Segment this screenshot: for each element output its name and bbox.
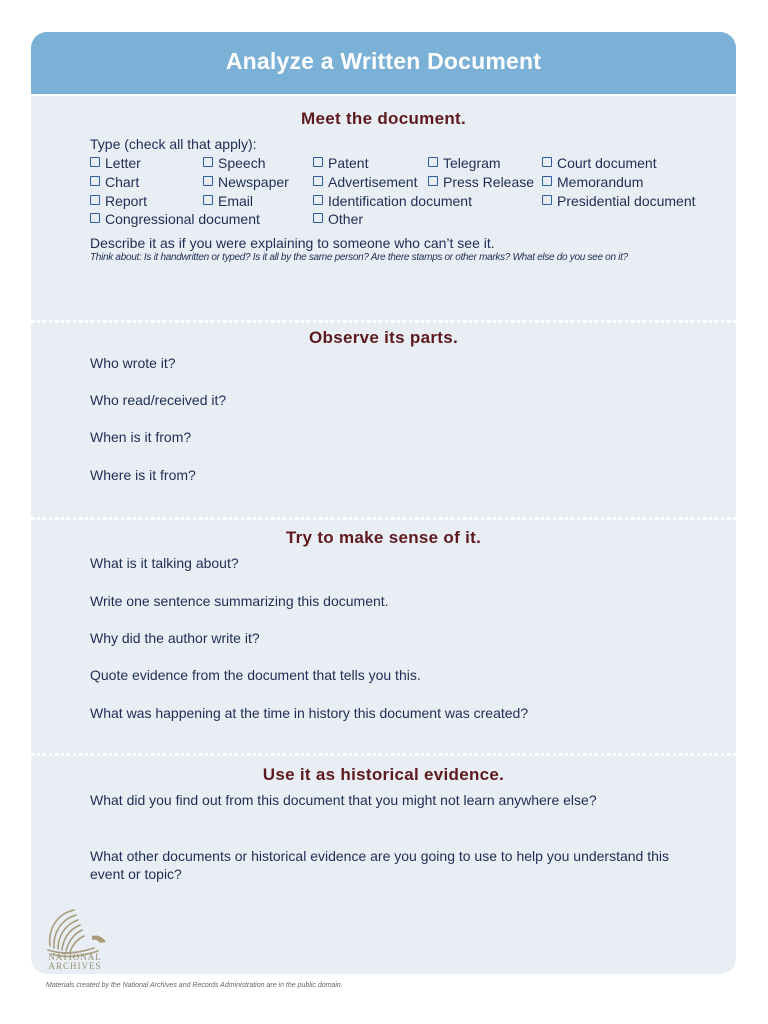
option-label: Patent <box>328 155 369 171</box>
option-telegram[interactable] <box>428 154 501 172</box>
logo-text-archives: ARCHIVES <box>48 961 102 971</box>
option-memorandum[interactable] <box>542 173 643 191</box>
question-historical-context: What was happening at the time in history this document was created? <box>90 705 529 721</box>
option-identification-document[interactable] <box>313 192 472 210</box>
option-congressional-document[interactable] <box>90 210 260 228</box>
section-title-sense: Try to make sense of it. <box>285 528 482 547</box>
option-label: Newspaper <box>218 174 289 190</box>
checkbox[interactable] <box>90 157 100 167</box>
option-label: Presidential document <box>557 193 696 209</box>
option-letter[interactable] <box>90 154 141 172</box>
logo-text-national: NATIONAL <box>48 952 102 962</box>
checkbox[interactable] <box>90 195 100 205</box>
option-label: Other <box>328 211 364 227</box>
worksheet-card <box>31 32 736 974</box>
checkbox[interactable] <box>542 176 552 186</box>
footer-note: Materials created by the National Archives and Records Administration are in the public domain. <box>46 982 343 989</box>
option-newspaper[interactable] <box>203 173 289 191</box>
option-other[interactable] <box>313 210 363 228</box>
checkbox[interactable] <box>542 157 552 167</box>
checkbox[interactable] <box>542 195 552 205</box>
option-label: Advertisement <box>328 174 418 190</box>
question-when: When is it from? <box>90 429 192 445</box>
section-divider <box>31 320 736 323</box>
section-title-evidence: Use it as historical evidence. <box>262 765 505 784</box>
question-quote-evidence: Quote evidence from the document that tells you this. <box>90 667 421 683</box>
page-title: Analyze a Written Document <box>225 48 542 74</box>
option-label: Telegram <box>443 155 501 171</box>
title-banner <box>31 32 736 96</box>
question-unique-info: What did you find out from this document that you might not learn anywhere else? <box>90 792 597 808</box>
checkbox[interactable] <box>313 195 323 205</box>
question-talking-about: What is it talking about? <box>90 555 239 571</box>
checkbox[interactable] <box>90 213 100 223</box>
option-patent[interactable] <box>313 154 368 172</box>
question-other-evidence: What other documents or historical evidence are you going to use to help you understand this event or topic? <box>90 848 670 882</box>
option-label: Speech <box>218 155 266 171</box>
option-presidential-document[interactable] <box>542 192 696 210</box>
option-label: Email <box>218 193 254 209</box>
option-chart[interactable] <box>90 173 139 191</box>
checkbox[interactable] <box>90 176 100 186</box>
question-where: Where is it from? <box>90 467 196 483</box>
section-title-observe: Observe its parts. <box>308 328 459 347</box>
checkbox[interactable] <box>428 176 438 186</box>
option-advertisement[interactable] <box>313 173 417 191</box>
option-court-document[interactable] <box>542 154 657 172</box>
section-divider <box>31 517 736 520</box>
type-prompt: Type (check all that apply): <box>90 136 257 152</box>
option-label: Report <box>105 193 148 209</box>
checkbox[interactable] <box>428 157 438 167</box>
section-title-meet: Meet the document. <box>300 109 467 128</box>
option-email[interactable] <box>203 192 253 210</box>
think-about-hint: Think about: Is it handwritten or typed? Is it all by the same person? Are there stamps or other marks? What else do you see on it? <box>90 252 628 263</box>
option-label: Chart <box>105 174 140 190</box>
option-report[interactable] <box>90 192 147 210</box>
option-label: Press Release <box>443 174 535 190</box>
option-label: Court document <box>557 155 657 171</box>
option-press-release[interactable] <box>428 173 534 191</box>
option-label: Letter <box>105 155 141 171</box>
question-why: Why did the author write it? <box>90 630 260 646</box>
checkbox[interactable] <box>313 176 323 186</box>
question-who-received: Who read/received it? <box>90 392 227 408</box>
checkbox[interactable] <box>313 213 323 223</box>
checkbox[interactable] <box>203 157 213 167</box>
question-who-wrote: Who wrote it? <box>90 355 176 371</box>
option-label: Memorandum <box>557 174 644 190</box>
section-divider <box>31 753 736 756</box>
checkbox[interactable] <box>203 176 213 186</box>
checkbox[interactable] <box>313 157 323 167</box>
option-label: Congressional document <box>105 211 260 227</box>
option-speech[interactable] <box>203 154 265 172</box>
option-label: Identification document <box>328 193 472 209</box>
describe-prompt: Describe it as if you were explaining to someone who can’t see it. <box>90 235 495 251</box>
checkbox[interactable] <box>203 195 213 205</box>
question-summary: Write one sentence summarizing this document. <box>90 593 389 609</box>
